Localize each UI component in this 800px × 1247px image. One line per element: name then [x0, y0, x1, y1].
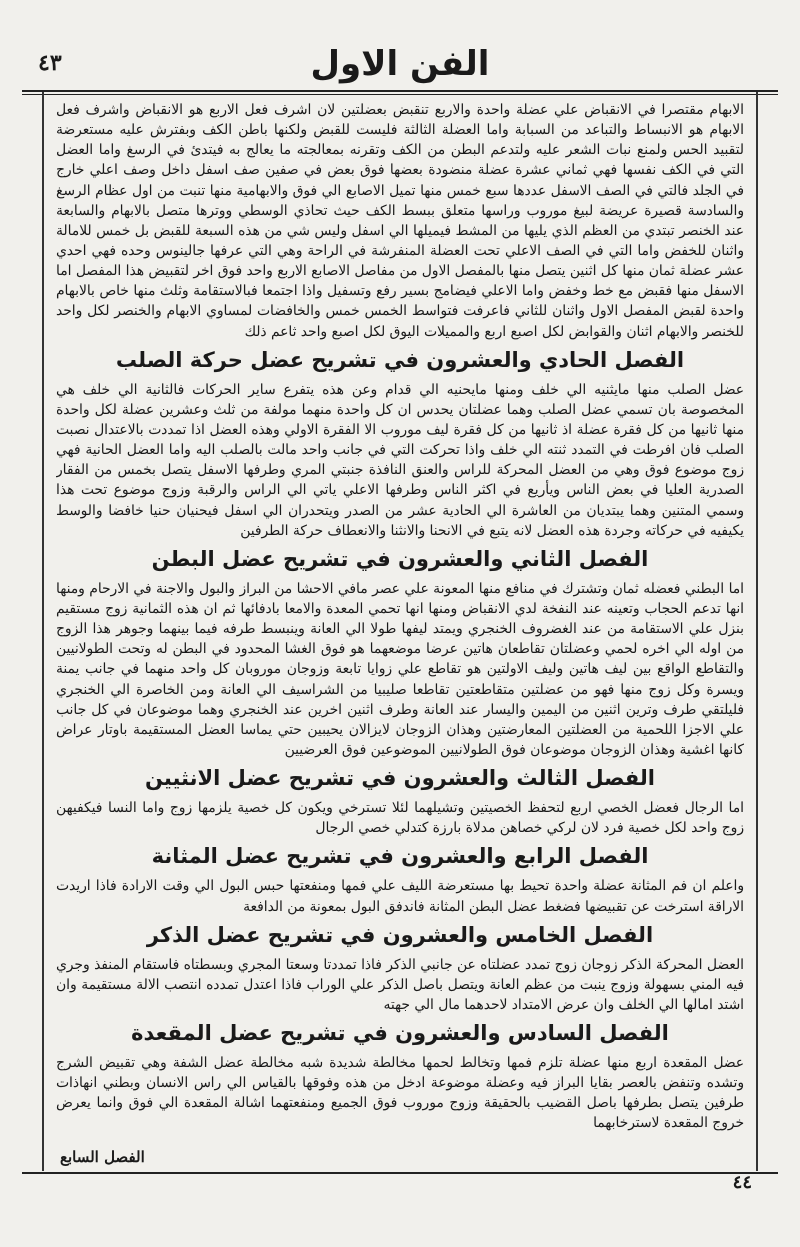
page-number-top: ٤٣ — [38, 50, 62, 76]
paragraph: واعلم ان فم المثانة عضلة واحدة تحيط بها مستعرضة الليف علي فمها ومنفعتها حبس البول الي وقت الارادة فاذا اريدت الاراقة استرخت عن تقبيضها فضغط عضل البطن المثانة فاندفق البول بمعونة من الدافعة — [56, 878, 744, 915]
section-title: الفصل الرابع والعشرون في تشريح عضل المثانة — [151, 844, 649, 869]
section-title: الفصل الحادي والعشرون في تشريح عضل حركة الصلب — [115, 347, 685, 372]
main-text — [56, 100, 744, 1162]
paragraph: عضل الصلب منها مايثنيه الي خلف ومنها مايحنيه الي قدام وعن هذه يتفرع ساير الحركات فالثانية الي خلف هي المخصوصة بان تسمي عضل الصلب وهما عضلتان يحدس ان كل واحدة منهما مولفة من ثلث وعشرين عضلة لكل واحدة منها ثانيها من كل فقرة عضلة اذ ثانيها من كل فقرة ليف موروب الا الفقرة الاولي وهذه العضل اذا تمددت بالاعتدال نصبت الصلب فان افرطت في التمدد ثنته الي خلف واذا تحركت التي في جانب واحد مالت بالصلب اليه واما العضل الحانية فهي زوج موضوع فوق وهي من العضل المحركة للراس والعنق النافذة جنبتي المري وطرفها الاسفل يتصل بخمس من الفقار الصدرية العليا في بعض الناس ويأريع في اكثر الناس وطرفها الاعلي ياتي الي الراس والرقبة وزوج موضوع تحت هذا وسمي المتنين وهما يبتديان من العاشرة الي الحادية عشر من الصدر ويتحدران الي اسفل فيحنيان حنيا خافضا والوسط يكيفيه في حركاته وجردة هذه العضل لانه يتبع في الانحنا والانثنا والانعطاف حركة الطرفين — [56, 381, 744, 539]
catchword: الفصل السابع — [60, 1148, 145, 1166]
paragraph: عضل المقعدة اربع منها عضلة تلزم فمها وتخالط لحمها مخالطة شديدة شبه مخالطة عضل الشفة وهي تقبيض الشرج وتشده وتنفض بالعصر بقايا البراز فيه وعضلة موضوعة ادخل من هذه وفوقها بالقياس الي راس الانسان وبطني انهاذات طرفين يتصل بطرفها باصل القضيب بالحقيقة وزوج موروب فوق الجميع ومنفعتهما اشالة المقعدة الي فوق وانما يعرض خروج المقعدة لاسترخابهما — [56, 1055, 744, 1132]
section-title: الفصل الثالث والعشرون في تشريح عضل الانثيين — [144, 766, 655, 791]
running-title: الفن الاول — [310, 44, 490, 84]
page-number-bottom: ٤٤ — [732, 1172, 752, 1193]
section-title: الفصل الخامس والعشرون في تشريح عضل الذكر — [146, 922, 654, 947]
section-title: الفصل الثاني والعشرون في تشريح عضل البطن — [151, 546, 649, 571]
footer-rule — [22, 1172, 778, 1174]
section-title: الفصل السادس والعشرون في تشريح عضل المقعدة — [131, 1021, 669, 1046]
paragraph: اما الرجال فعضل الخصي اربع لتحفظ الخصيتين وتشيلهما لئلا تسترخي ويكون كل خصية يلزمها زوج واما النسا فيكفيهن زوج واحد لكل خصية فرد لان لركي خصاهن مدلاة بارزة كتدلي خصي الرجال — [56, 800, 744, 837]
paragraph: العضل المحركة الذكر زوجان زوج تمدد عضلتاه عن جانبي الذكر فاذا تمددتا وسعتا المجري وبسطتاه فاستقام المنفذ وجري فيه المني بسهولة وزوج ينبت من عظم العانة ويتصل باصل الذكر علي الوراب فاذا اعتدل تمدده انتصب الالة مستقيمة وان اشتد امالها الي الخلف وان عرض الامتداد لاحدهما مال الي جهته — [56, 956, 744, 1013]
paragraph: اما البطني فعضله ثمان وتشترك في منافع منها المعونة علي عصر مافي الاحشا من البراز والبول والاجنة في الارحام ومنها انها تدعم الحجاب وتعينه عند النفخة لدي الانقباض ومنها انها تحمي المعدة والامعا بادفائها ثم ان هذه الثمانية زوج مستقيم بنزل علي الاستقامة من عند الغضروف الخنجري ويمتد ليفها طولا الي العانة وينبسط طرفه فيما بينهما وجوهر هذا الزوج من اوله الي اخره لحمي وعضلتان تقاطعان هاتين عرضا موضعهما هو فوق الغشا المحدود في البطن له وتحت الطولانيين والتقاطع الواقع بين ليف هاتين وليف الاولتين هو تقاطع علي زوايا تابعة وزوجان موروبان كل واحد منهما في جانب يمنة ويسرة وكل زوج منها فهو من عضلتين متقاطعتين تقاطعا صليبيا من الشراسيف الي العانة ومن الخاصرة الي الخنجري فليلتقي طرف وترين اثنين من اليمين واليسار عند العانة وطرف اثنين اخرين عند الخنجري وهما موضوعان في كل جانب علي الاجزا اللحمية من العضلتين المعارضتين وهذان الزوجان لايزالان يحيبين حتي يماسا العضل المستقيمة باوتار عراض كانها اغشية وهذان الزوجان موضوعان فوق الطولانيين الموضوعين فوق العرضيين — [56, 580, 744, 758]
page-header — [40, 40, 760, 88]
paragraph: الابهام مقتصرا في الانقباض علي عضلة واحدة والاربع تنقبض بعضلتين لان اشرف فعل الاربع هو الانقباض واشرف فعل الابهام هو الانبساط والتباعد من السبابة واما العضلة الثالثة فليست للقبض ولكنها باطن الكف وبفترش عليه مستعرضة لتقبيد الحس ولمنع نبات الشعر عليه ولتدعم البطن من الكف وتقرنه بمعالجته ما يعالج به فيتدئ في الرسغ واما العضل التي في الكف نفسها فهي ثماني عشرة عضلة منضودة بعضها فوق بعض في صفين صف اسفل داخل وصف اعلي خارج في الجلد فالتي في الصف الاسفل عددها سبع خمس منها تميل الاصابع الي فوق والابهامية منها تنبت من اول عظام الرسغ والسادسة قصيرة عريضة لبيغ موروب وراسها متعلق ببسط الكف حيث تحاذي الوسطي ووترها متصل بالابهام والسابعة عند الخنصر تبتدي من العظم الذي يليها من المشط فيميلها الي اسفل وليس شي من هذه السبعة للقبض بل خمس للامالة واثنان للخفض واما التي في الصف الاعلي تحت العضلة المنفرشة في الراحة وهي التي عرفها جالينوس وحده فهي احدي عشر عضلة ثمان منها كل اثنين يتصل منها بالمفصل الاول من مفاصل الاصابع الاربع واحد فوق اخر لتقبيض هذا المفصل اما الاسفل منها فقبض مع خط وخفض واما الاعلي فيضامج بسير رفع وتسفيل واذا اجتمعا فبالاستقامة وثلث منها خاص بالابهام واحدة لقبض المفصل الاول واثنان للثاني فاعرفت فتواسط الخمس خمس والخافضات لمساوي الابهام والخنصر لكل واحد للخنصر والابهام اثنان والقوابض لكل اصبع اربع والمميلات اليوق لكل اصبع واحد ثاعم ذلك — [56, 102, 744, 340]
